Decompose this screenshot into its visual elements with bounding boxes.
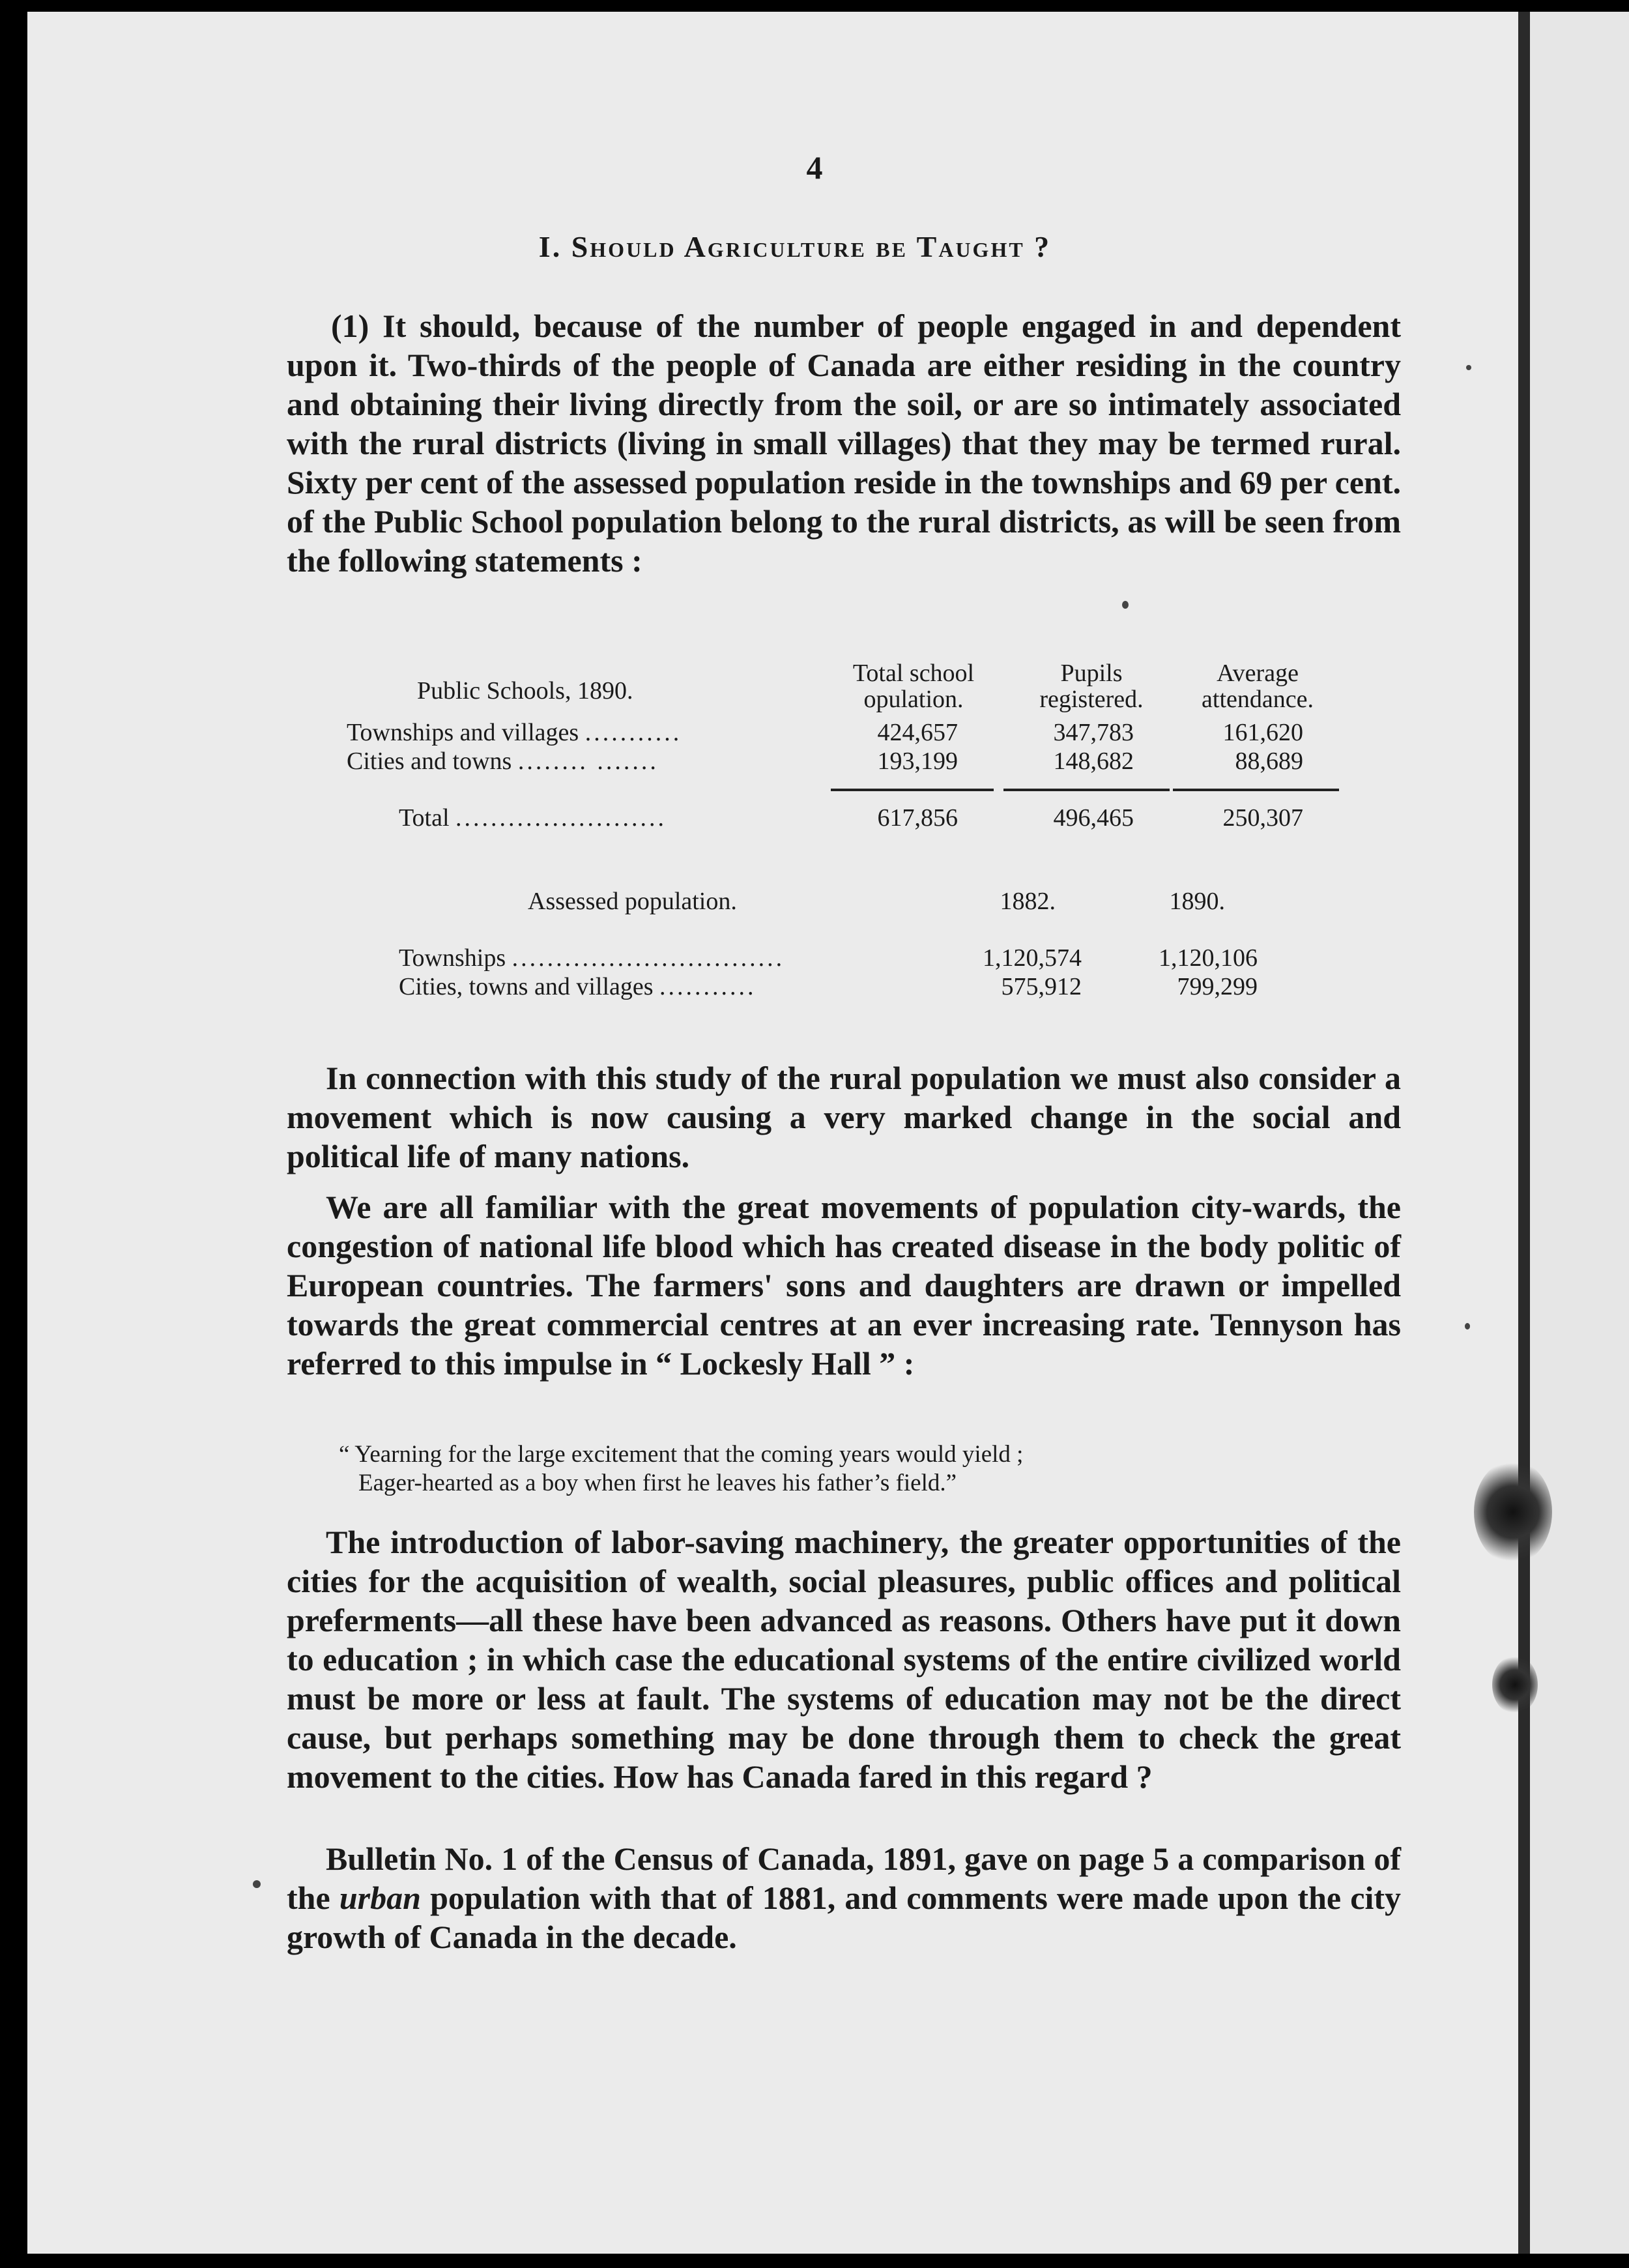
cell-reg: 148,682 <box>1053 748 1134 775</box>
cell-1890: 1,120,106 <box>1159 944 1258 972</box>
speck <box>1122 601 1129 609</box>
total-rule <box>831 789 994 791</box>
table-total-label <box>399 805 667 831</box>
speck <box>1466 365 1471 370</box>
tennyson-quote <box>339 1440 1355 1498</box>
page-number: 4 <box>806 149 823 186</box>
row-label-text: Cities, towns and villages <box>399 973 654 1000</box>
column-header-1890: 1890. <box>1169 888 1225 915</box>
paragraph-3: We are all familiar with the great movements of population city-wards, the congestion of national life blood which has created disease in the body politic of European countries. The farmers' sons and daughters are drawn or impelled towards the great commercial centres at an ever increasing rate. Tennyson has referred to this impulse in “ Lockesly Hall ” : <box>287 1189 1401 1382</box>
total-rule <box>1173 789 1339 791</box>
dot-leader: ........... <box>584 719 682 746</box>
paragraph-2: In connection with this study of the rural population we must also consider a movement which is now causing a very marked change in the social and political life of many nations. <box>287 1060 1401 1174</box>
row-label-text: Townships <box>399 944 506 972</box>
cell-pop: 193,199 <box>877 748 958 775</box>
cell-1882: 575,912 <box>1001 973 1082 1000</box>
header-line: Pupils <box>1060 660 1123 687</box>
cell-total-reg: 496,465 <box>1053 804 1134 832</box>
quote-line: “ Yearning for the large excitement that the coming years would yield ; <box>339 1441 1024 1468</box>
column-header-1882: 1882. <box>1000 888 1056 915</box>
dot-leader: ........... <box>659 973 757 1000</box>
cell-total-att: 250,307 <box>1222 804 1303 832</box>
paragraph-5 <box>287 1839 1401 1956</box>
dot-leader: ........ ....... <box>517 748 659 775</box>
table-title: Assessed population. <box>528 888 737 915</box>
table-row-label <box>399 974 757 1000</box>
total-rule <box>1003 789 1170 791</box>
header-line: Average <box>1217 660 1299 687</box>
cell-total-pop: 617,856 <box>877 804 958 832</box>
column-header-pupils <box>1007 660 1176 712</box>
cell-att: 88,689 <box>1235 748 1303 775</box>
header-line: Total school <box>852 660 975 687</box>
header-line: registered. <box>1039 686 1144 713</box>
paragraph-5-end: population with that of 1881, and comments were made upon the city growth of Canada in the decade. <box>287 1880 1401 1955</box>
total-label-text: Total <box>399 804 450 832</box>
dot-leader: ........................ <box>455 804 667 832</box>
paragraph-4: The introduction of labor-saving machinery, the greater opportunities of the cities for the acquisition of wealth, social pleasures, public offices and political preferments—all these have been advanced as reasons. Others have put it down to education ; in which case the educational systems of the entire civilized world must be more or less at fault. The systems of education may not be the direct cause, but perhaps something may be done through them to check the great movement to the cities. How has Canada fared in this regard ? <box>287 1524 1401 1795</box>
row-label-text: Cities and towns <box>347 748 512 775</box>
table-row-label <box>399 945 785 971</box>
section-heading: I. Should Agriculture be Taught ? <box>538 230 1052 263</box>
page-binding-edge <box>1518 12 1530 2254</box>
header-line: attendance. <box>1202 686 1314 713</box>
table-row-label <box>347 720 682 746</box>
ink-blot <box>1474 1460 1552 1564</box>
table-title: Public Schools, 1890. <box>417 677 633 705</box>
table-row-label <box>347 748 659 774</box>
column-header-total-school <box>822 660 1005 712</box>
quote-line: Eager-hearted as a boy when first he leaves his father’s field.” <box>358 1470 957 1496</box>
speck <box>1465 1323 1470 1330</box>
cell-1890: 799,299 <box>1177 973 1258 1000</box>
speck <box>253 1880 261 1888</box>
row-label-text: Townships and villages <box>347 719 579 746</box>
paragraph-5-start: Bulletin No. 1 of the Census of Canada, 1891, gave on page 5 a comparison of the <box>287 1840 1401 1916</box>
dot-leader: ............................... <box>512 944 785 972</box>
paragraph-5-italic: urban <box>339 1880 421 1916</box>
facing-page-edge <box>1530 12 1629 2254</box>
cell-att: 161,620 <box>1222 719 1303 746</box>
column-header-average <box>1173 660 1342 712</box>
ink-blot <box>1492 1655 1538 1714</box>
header-line: opulation. <box>863 686 964 713</box>
cell-pop: 424,657 <box>877 719 958 746</box>
paragraph-1: (1) It should, because of the number of people engaged in and dependent upon it. Two-thirds of the people of Canada are either residing in the country and obtaining their living directly from the soil, or are so intimately associated with the rural districts (living in small villages) that they may be termed rural. Sixty per cent of the assessed population reside in the townships and 69 per cent. of the Public School population belong to the rural districts, as will be seen from the following statements : <box>287 308 1401 579</box>
cell-reg: 347,783 <box>1053 719 1134 746</box>
cell-1882: 1,120,574 <box>983 944 1082 972</box>
